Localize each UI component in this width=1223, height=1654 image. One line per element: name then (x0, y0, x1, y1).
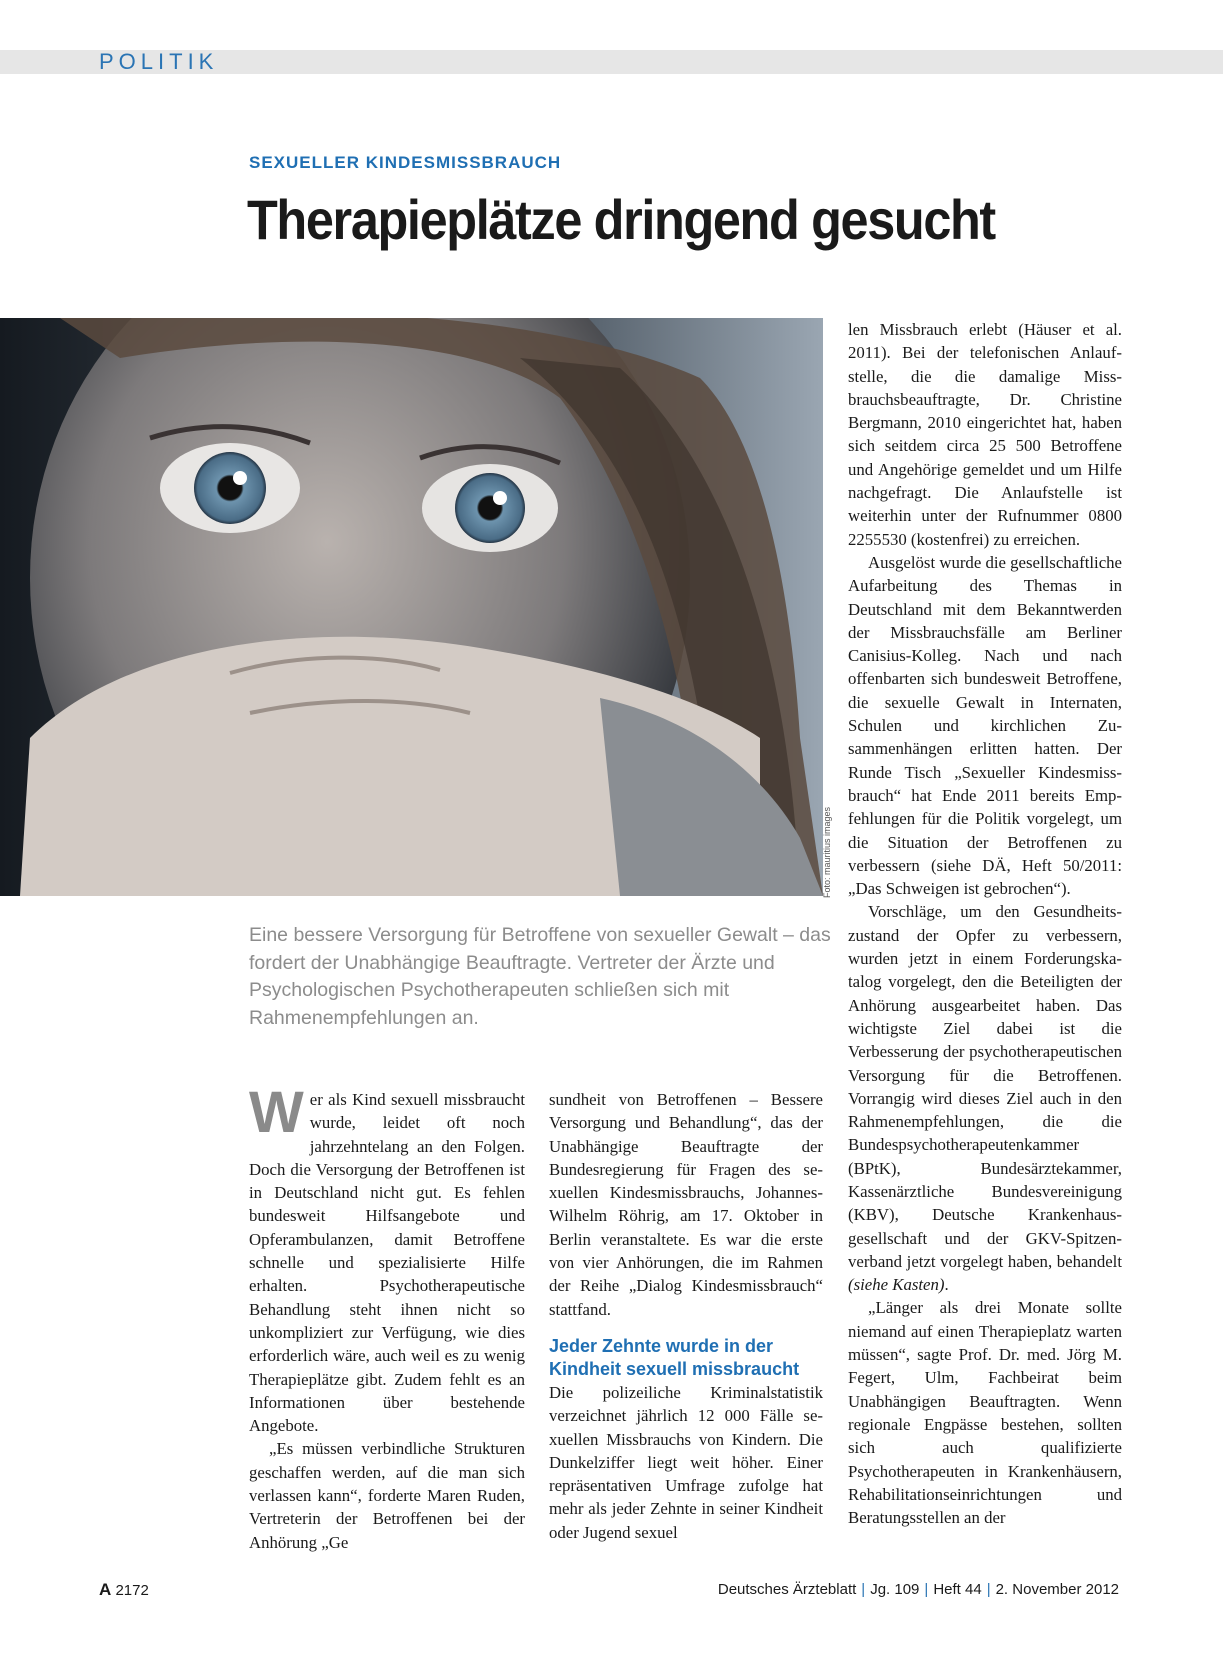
paragraph: len Missbrauch erlebt (Häuser et al. 2011). Bei der telefonischen Anlaufstelle, die die damalige Missbrauchsbeauftragte, Dr. Christine Bergmann, 2010 eingerichtet hat, haben sich seitdem circa 25 500 Betroffene und Angehörige gemeldet und um Hilfe nachgefragt. Die Anlaufstelle ist weiterhin unter der Rufnummer 0800 2255530 (kostenfrei) zu erreichen. (848, 320, 1122, 549)
paragraph: sundheit von Betroffenen – Bessere Versorgung und Behandlung“, das der Unabhängige Beauftragte der Bundesregierung für Fragen des sexuellen Kindesmissbrauchs, Johannes-Wilhelm Röhrig, am 17. Oktober in Berlin veranstaltete. Es war die erste von vier Anhörungen, die im Rahmen der Reihe „Dialog Kindesmissbrauch“ stattfand. (549, 1090, 823, 1319)
subheading: Jeder Zehnte wurde in der Kindheit sexuell missbraucht (549, 1335, 800, 1379)
article-headline: Therapieplätze dringend gesucht (247, 188, 995, 251)
separator: | (861, 1581, 866, 1598)
page-prefix: A (99, 1580, 112, 1599)
paragraph (848, 900, 1122, 1296)
page-number-value: 2172 (115, 1582, 149, 1599)
journal-name: Deutsches Ärzteblatt (717, 1581, 857, 1598)
drop-cap: W (249, 1080, 304, 1145)
photo-credit: Foto: mauritius images (822, 806, 832, 898)
separator: | (986, 1581, 991, 1598)
text-column-2 (549, 1088, 823, 1544)
paragraph-text: er als Kind sexuell missbraucht wurde, leidet oft noch jahrzehntelang an den Folgen. Doch die Versorgung der Betroffenen ist in Deutschland nicht gut. Es fehlen bundesweit Hilfsangebote und Opferambulanzen, damit Betroffene schnelle und spezialisierte Hilfe erhalten. Psychotherapeutische Behandlung steht ihnen nicht so unkompliziert zur Verfügung, wie dies erforderlich wäre, auch weil es zu wenig Therapieplätze gibt. Zudem fehlt es an Informationen über bestehende Angebote. (249, 1090, 525, 1436)
paragraph-text: Vorschläge, um den Gesundheitszustand der Opfer zu verbessern, wurden jetzt in einem Forderungskatalog vorgelegt, den die Beteiligten der Anhörung ausgearbeitet haben. Das wichtigste Ziel dabei ist die Verbesserung der psychotherapeutischen Versorgung für die Betroffenen. Vorrangig wird dieses Ziel auch in den Rahmenempfehlungen, die die Bundespsychotherapeutenkammer (BPtK), Bundesärztekammer, Kassenärztliche Bundesvereinigung (KBV), Deutsche Krankenhausgesellschaft und der GKV-Spitzenverband jetzt vorgelegt haben, behandelt (848, 902, 1122, 1271)
section-label: POLITIK (99, 49, 219, 74)
paragraph: Ausgelöst wurde die gesellschaftliche Aufarbeitung des Themas in Deutschland mit dem Bekanntwerden der Missbrauchsfälle am Berliner Canisius-Kolleg. Nach und nach offenbarten sich bundesweit Betroffene, die sexuelle Gewalt in Internaten, Schulen und kirchlichen Zusammenhängen erlitten hatten. Der Runde Tisch „Sexueller Kindesmissbrauch“ hat Ende 2011 bereits Empfehlungen für die Politik vorgelegt, um die Situation der Betroffenen zu verbessern (siehe DÄ, Heft 50/2011: „Das Schweigen ist gebrochen“). (848, 552, 1122, 899)
separator: | (924, 1581, 929, 1598)
article-photo (0, 318, 823, 896)
article-kicker: SEXUELLER KINDESMISSBRAUCH (249, 153, 562, 172)
journal-volume: Jg. 109 (870, 1581, 920, 1598)
paragraph (249, 1080, 525, 1437)
article-lead: Eine bessere Versorgung für Betroffene von sexueller Gewalt – das fordert der Unabhängige Beauftragte. Vertreter der Ärzte und Psychologischen Psychotherapeuten schließen sich mit Rahmenempfehlungen an. (249, 924, 831, 1029)
text-column-3 (848, 318, 1122, 1529)
paragraph: „Es müssen verbindliche Strukturen geschaffen werden, auf die man sich verlassen kann“, forderte Maren Ruden, Vertreterin der Betroffenen bei der Anhörung „Ge (249, 1439, 525, 1552)
journal-info (718, 1580, 1119, 1600)
paragraph-end: . (944, 1275, 949, 1295)
page-number (99, 1580, 149, 1601)
paragraph: „Länger als drei Monate sollte niemand auf einen Therapieplatz warten müssen“, sagte Prof. Dr. med. Jörg M. Fegert, Ulm, Fachbeirat beim Unabhängigen Beauftragten. Wenn regionale Engpässe bestehen, sollten sich auch qualifizierte Psychotherapeuten in Krankenhäusern, Rehabilitationseinrichtungen und Beratungsstellen an der (848, 1298, 1122, 1528)
journal-date: 2. November 2012 (995, 1581, 1119, 1598)
box-reference: (siehe Kasten) (848, 1275, 945, 1295)
journal-issue: Heft 44 (933, 1581, 982, 1598)
paragraph: Die polizeiliche Kriminalstatistik verzeichnet jährlich 12 000 Fälle sexuellen Missbrauchs von Kindern. Die Dunkelziffer liegt weit höher. Einer repräsentativen Umfrage zufolge hat mehr als jeder Zehnte in seiner Kindheit oder Jugend sexuel (549, 1382, 823, 1542)
text-column-1 (249, 1080, 525, 1554)
